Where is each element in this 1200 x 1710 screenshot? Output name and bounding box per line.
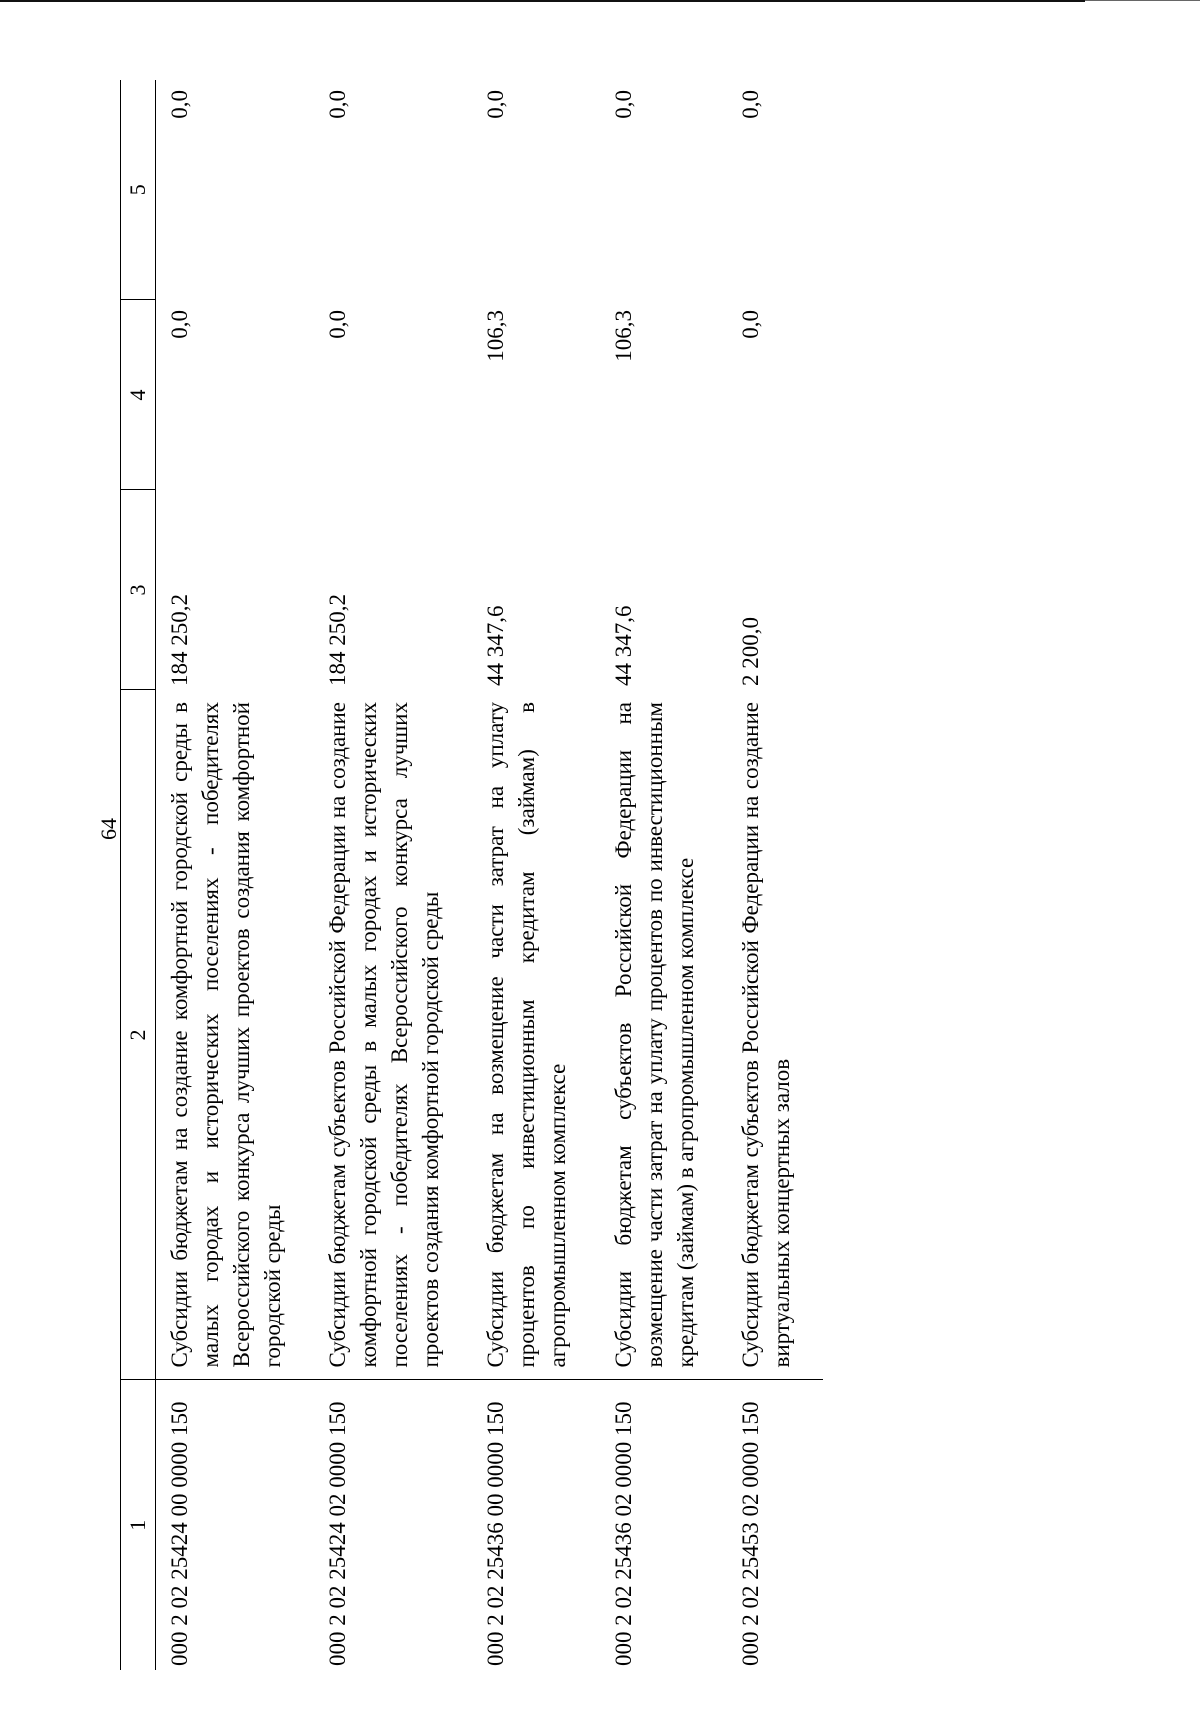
row-code: 000 2 02 25424 02 0000 150 [314, 1380, 472, 1670]
row-name: Субсидии бюджетам на возмещение части затрат на уплату процентов по инвестиционным кредитам (займам) в агропромышленном комплексе [483, 702, 571, 1368]
row-amount-col5: 0,0 [610, 90, 636, 119]
row-code: 000 2 02 25453 02 0000 150 [727, 1380, 823, 1670]
table-row [600, 80, 727, 1670]
column-header-1: 1 [121, 1380, 156, 1670]
column-header-5: 5 [121, 80, 156, 300]
column-header-3: 3 [121, 490, 156, 690]
row-amount-col5: 0,0 [483, 90, 509, 119]
row-amount-col5: 0,0 [167, 90, 192, 119]
column-header-4: 4 [121, 300, 156, 490]
row-amount-col3: 44 347,6 [483, 605, 509, 686]
row-name: Субсидии бюджетам субъектов Российской Федерации на создание виртуальных концертных залов [737, 702, 794, 1368]
row-amount-col5: 0,0 [737, 90, 763, 119]
row-amount-col5: 0,0 [325, 90, 351, 119]
row-code: 000 2 02 25424 00 0000 150 [156, 1380, 315, 1670]
row-code: 000 2 02 25436 02 0000 150 [600, 1380, 727, 1670]
row-code: 000 2 02 25436 00 0000 150 [472, 1380, 599, 1670]
row-amount-col4: 0,0 [167, 310, 192, 339]
row-amount-col4: 106,3 [610, 310, 636, 362]
row-name: Субсидии бюджетам субъектов Российской Федерации на возмещение части затрат на уплату процентов по инвестиционным кредитам (займам) в агропромышленном комплексе [610, 702, 698, 1368]
row-name: Субсидии бюджетам субъектов Российской Федерации на создание комфортной городской среды в малых городах и исторических поселениях - победителях Всероссийского конкурса лучших проектов создания комфортной городской среды [325, 702, 444, 1368]
row-amount-col4: 106,3 [483, 310, 509, 362]
table-header-row [121, 80, 156, 1670]
table-row [314, 80, 472, 1670]
row-amount-col4: 0,0 [737, 310, 763, 339]
budget-table [120, 80, 823, 1670]
table-row [472, 80, 599, 1670]
scan-edge-line-right [1085, 0, 1200, 1]
row-amount-col3: 44 347,6 [610, 605, 636, 686]
row-name: Субсидии бюджетам на создание комфортной городской среды в малых городах и исторических поселениях - победителях Всероссийского конкурса лучших проектов создания комфортной городской среды [167, 702, 286, 1368]
page-number: 64 [96, 818, 121, 840]
rotated-page-content [120, 80, 1160, 1670]
scan-edge-line-left [0, 0, 1085, 2]
row-amount-col3: 2 200,0 [737, 617, 763, 686]
row-amount-col4: 0,0 [325, 310, 351, 339]
table-row [727, 80, 823, 1670]
row-amount-col3: 184 250,2 [167, 594, 192, 686]
row-amount-col3: 184 250,2 [325, 594, 351, 686]
table-row [156, 80, 315, 1670]
column-header-2: 2 [121, 690, 156, 1380]
